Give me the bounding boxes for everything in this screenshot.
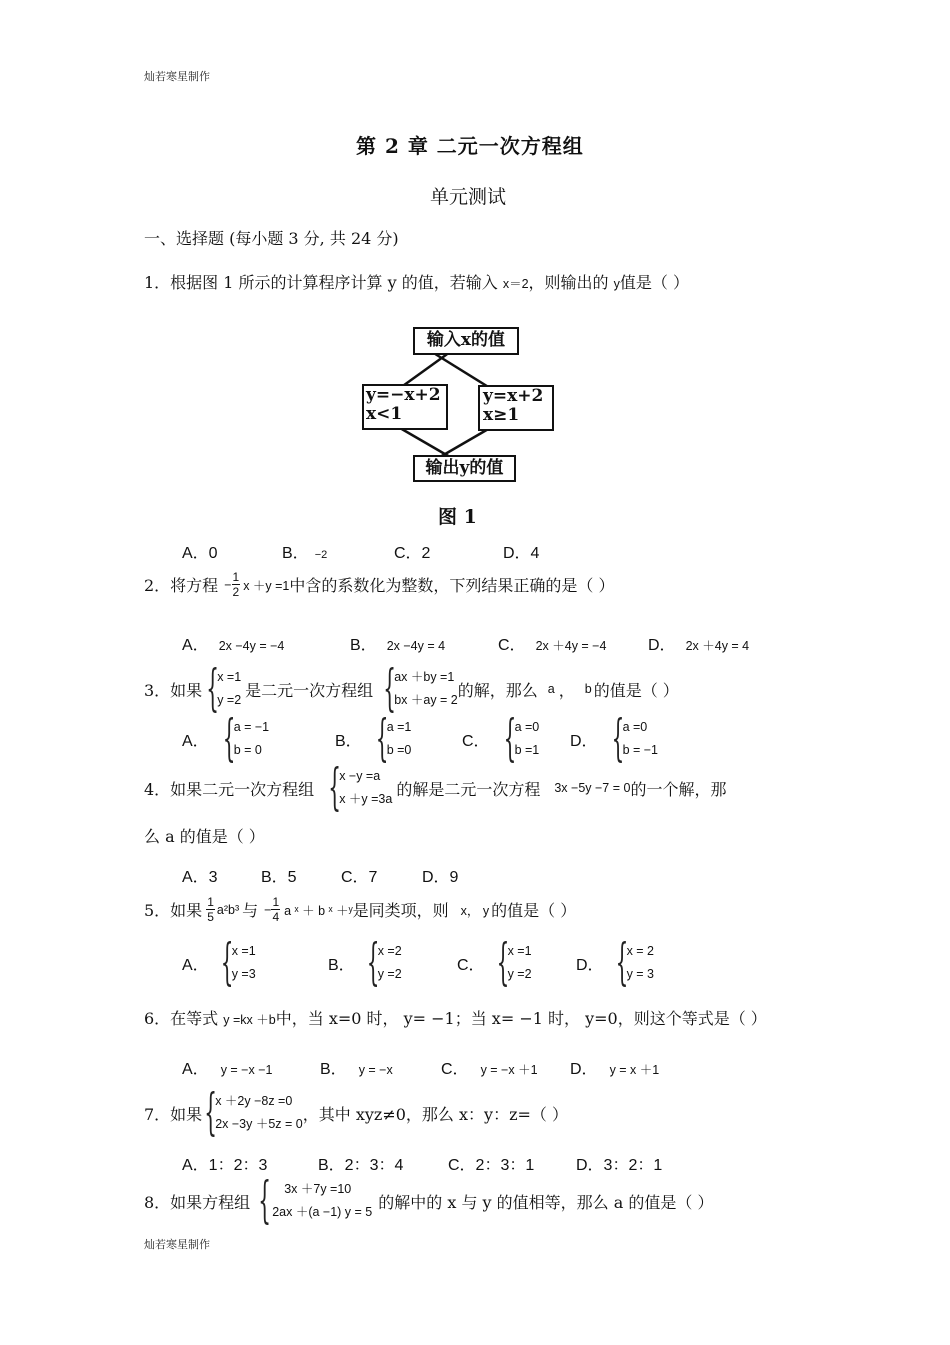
q5-ob-row2: y =2 [377,967,402,981]
q1-option-a[interactable]: A．0 [182,545,218,562]
flow-input-box: 输入x的值 [413,327,519,355]
q5-oc-row1: { x =1 [507,944,532,958]
q5-prefix: 5．如果 [144,901,203,920]
q5-option-d-system [618,940,654,986]
q3-b: b [584,682,592,696]
q7-system [206,1090,303,1136]
q5-option-a-system [223,940,256,986]
q3-option-c[interactable] [462,716,539,762]
q3-a: a [547,682,555,696]
question-1 [144,270,689,293]
question-4 [144,765,726,811]
q5-fraction-1 [206,895,215,924]
q3-sys2-row2: bx ＋ay = 2 [394,693,458,707]
q7-option-b[interactable]: B．2：3：4 [318,1157,404,1174]
q3-option-d-system [614,716,658,762]
q4-system [330,765,392,811]
q6-option-b[interactable] [320,1056,393,1079]
q3-option-b[interactable] [335,716,411,762]
q5-option-a-label: A． [182,956,209,974]
figure-label: 图 1 [438,506,477,528]
q3-option-b-system [378,716,412,762]
q6-option-b-value: y = −x [358,1063,393,1077]
q3-option-a[interactable] [182,716,269,762]
q4-option-c[interactable]: C．7 [341,869,378,886]
q3-ob-row2: b =0 [386,743,412,757]
page-header: 灿若寒星制作 [144,70,210,83]
q5-with: 与 [242,901,259,920]
q7-prefix: 7．如果 [144,1104,203,1124]
q8-sys-row2: 2ax ＋(a −1) y = 5 [272,1205,373,1219]
flow-output-box: 输出y的值 [413,455,516,482]
q5-vars: x， y [460,903,490,918]
q2-option-d-label: D． [648,637,676,654]
q4-sys-row1: { x −y =a [339,769,381,783]
q2-frac-den: 2 [232,585,240,599]
question-8 [144,1178,713,1224]
q2-option-a-label: A． [182,637,209,654]
flow-left-line2: x<1 [366,404,403,424]
q5-option-d-label: D． [576,956,604,974]
q2-option-c-value: 2x ＋4y = −4 [535,639,607,653]
q2-option-c-label: C． [498,637,526,654]
q6-option-b-label: B． [320,1061,347,1078]
q3-oa-row2: b = 0 [233,743,262,757]
chapter-title: 第 2 章 二元一次方程组 [356,134,584,158]
question-2 [144,570,614,599]
q3-ob-row1: { a =1 [386,720,412,734]
q5-suffix2: 的值是（ ） [491,901,577,920]
q5-option-c-system [499,940,532,986]
q5-f2-den: 4 [272,910,280,924]
q1-text-c: 值是（ ） [619,273,689,292]
q2-option-a-value: 2x −4y = −4 [218,639,285,653]
q2-option-a[interactable] [182,632,284,655]
question-5 [144,895,576,924]
q2-frac-num: 1 [232,570,240,584]
q7-suffix: ，其中 xyz≠0，那么 x：y：z=（ ） [302,1104,568,1124]
q5-f1-num: 1 [207,895,214,909]
q3-option-d-label: D． [570,732,598,750]
q8-prefix: 8．如果方程组 [144,1192,251,1212]
q7-sys-row2: 2x −3y ＋5z = 0 [215,1117,303,1131]
page-footer: 灿若寒星制作 [144,1238,210,1251]
q3-option-a-label: A． [182,732,209,750]
q5-option-b-system [369,940,402,986]
q5-term-1: a²b³ [216,902,240,917]
flow-left-box [362,384,448,430]
q6-option-a[interactable] [182,1056,272,1079]
question-6 [144,1006,767,1029]
q3-oc-row1: { a =0 [514,720,540,734]
q2-fraction [232,570,241,599]
q8-sys-row1: { 3x ＋7y =10 [284,1182,352,1196]
question-3: 3．如果 { x =1 y =2 是二元一次方程组 { ax ＋by =1 bx ＋ay = 2 的解，那么 a ， b 的值是（ ） [144,666,679,712]
q5-option-b-label: B． [328,956,355,974]
q4-sys-row2: x ＋y =3a [339,792,393,806]
q3-option-c-system [506,716,540,762]
q4-prefix: 4．如果二元一次方程组 [144,779,315,799]
q3-equation-system [385,666,458,712]
q4-mid: 的解是二元一次方程 [396,779,541,799]
q4-equation: 3x −5y −7 = 0 [554,781,631,795]
q1-text-b: ，则输出的 [528,273,609,292]
flow-left-line1: y=−x+2 [366,385,441,405]
q2-option-b-value: 2x −4y = 4 [386,639,446,653]
q5-fraction-2 [271,895,280,924]
q1-option-d[interactable]: D．4 [503,545,540,562]
q4-option-d[interactable]: D．9 [422,869,459,886]
q4-option-a[interactable]: A．3 [182,869,218,886]
q5-od-row2: y = 3 [626,967,655,981]
section-heading: 一、选择题 (每小题 3 分, 共 24 分) [144,229,399,248]
q5-option-c-label: C． [457,956,485,974]
q3-sys1-row1: { x =1 [217,670,242,684]
q6-option-a-value: y = −x −1 [220,1063,273,1077]
q3-oc-row2: b =1 [514,743,540,757]
q2-prefix: 2．将方程 [144,576,219,595]
q1-option-b-label: B． [282,545,309,562]
q3-option-a-system [225,716,269,762]
q1-text-a: 1．根据图 1 所示的计算程序计算 y 的值，若输入 [144,273,498,292]
q5-term-2: a ˣ ＋ b ˣ ＋ʸ [284,903,353,918]
q5-suffix: 是同类项，则 [352,901,449,920]
q5-f2-num: 1 [272,895,280,909]
q5-oa-row1: { x =1 [231,944,256,958]
q5-f1-den: 5 [207,910,214,924]
q7-option-a[interactable]: A．1：2：3 [182,1157,268,1174]
q5-option-c[interactable] [457,940,532,986]
q8-system [260,1178,372,1224]
q5-minus: − [264,902,272,917]
q7-option-d[interactable]: D．3：2：1 [576,1157,663,1174]
q2-equation: x ＋y =1 [243,578,290,593]
q7-option-c[interactable]: C．2：3：1 [448,1157,535,1174]
q6-option-d[interactable] [570,1056,659,1079]
q4-line2: 么 a 的值是（ ） [144,827,265,846]
q8-suffix: 的解中的 x 与 y 的值相等，那么 a 的值是（ ） [378,1192,714,1212]
q6-option-c[interactable] [441,1056,538,1079]
q6-text-b: 中，当 x=0 时， y= −1；当 x= −1 时， y=0，则这个等式是（ ） [275,1009,767,1028]
q5-oc-row2: y =2 [507,967,532,981]
q5-option-a[interactable] [182,940,256,986]
q2-minus: − [224,577,232,592]
q3-suffix-a: 的解，那么 [457,680,538,700]
flow-right-line1: y=x+2 [483,386,544,406]
q3-suffix-b: 的值是（ ） [593,680,679,700]
q1-x-input: x＝2 [502,277,529,291]
q1-y: y [613,277,620,291]
q6-option-c-label: C． [441,1061,469,1078]
unit-subtitle: 单元测试 [430,186,507,208]
q5-od-row1: { x = 2 [626,944,655,958]
q3-mid: 是二元一次方程组 [245,680,374,700]
q5-oa-row2: y =3 [231,967,256,981]
q3-option-c-label: C． [462,732,490,750]
q1-option-b[interactable] [282,540,327,563]
q2-option-c[interactable] [498,632,606,655]
q3-sys1-row2: y =2 [217,693,242,707]
q1-option-c[interactable]: C．2 [394,545,431,562]
q6-text-a: 6．在等式 [144,1009,219,1028]
question-7 [144,1090,568,1136]
q4-suffix: 的一个解，那 [630,779,727,799]
q2-option-b[interactable] [350,632,445,655]
q6-equation: y =kx ＋b [223,1013,276,1027]
q5-ob-row1: { x =2 [377,944,402,958]
flow-right-line2: x≥1 [483,405,520,425]
q3-prefix: 3．如果 [144,680,203,700]
q2-suffix: 中含的系数化为整数，下列结果正确的是（ ） [289,576,615,595]
q6-option-d-value: y = x ＋1 [609,1063,660,1077]
q3-sys2-row1: { ax ＋by =1 [394,670,455,684]
q1-option-b-value: −2 [314,549,328,561]
q2-option-d[interactable] [648,632,749,655]
q3-od-row2: b = −1 [622,743,659,757]
q3-option-b-label: B． [335,732,362,750]
q3-oa-row1: { a = −1 [233,720,270,734]
q2-option-b-label: B． [350,637,377,654]
q3-od-row1: { a =0 [622,720,648,734]
q6-option-d-label: D． [570,1061,598,1078]
q3-option-d[interactable] [570,716,658,762]
q6-option-a-label: A． [182,1061,209,1078]
q3-solution-system [208,666,241,712]
q2-option-d-value: 2x ＋4y = 4 [685,639,750,653]
q5-option-d[interactable] [576,940,654,986]
q4-option-b[interactable]: B．5 [261,869,297,886]
flow-right-box [478,385,554,431]
q5-option-b[interactable] [328,940,402,986]
q7-sys-row1: { x ＋2y −8z =0 [215,1094,293,1108]
q6-option-c-value: y = −x ＋1 [480,1063,538,1077]
